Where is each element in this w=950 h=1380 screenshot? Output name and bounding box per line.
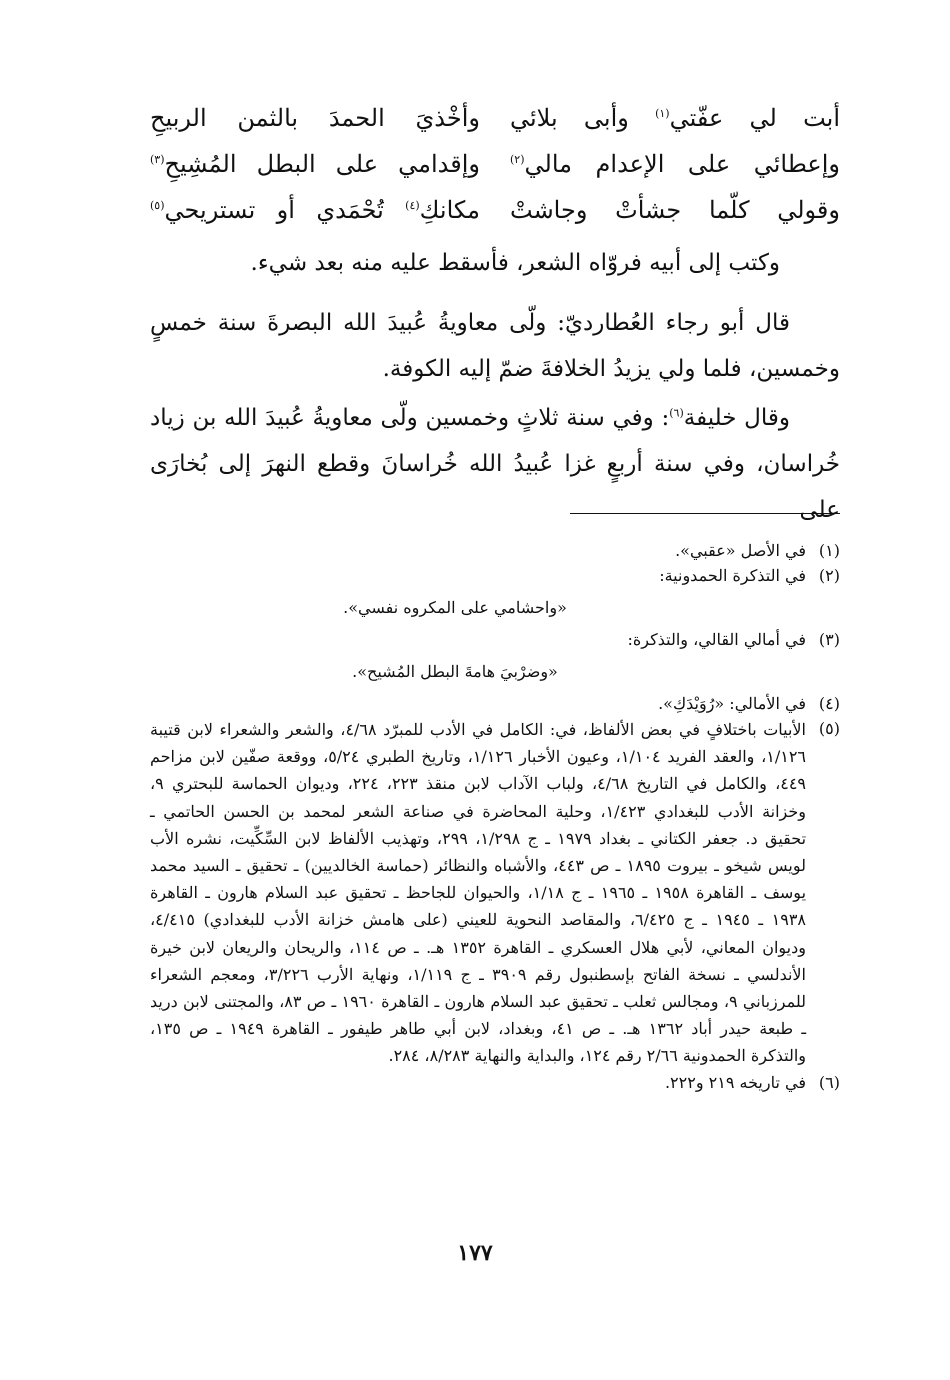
footnote-ref: (٥) [150,199,165,212]
verse-line [150,187,840,233]
footnote-number: (٤) [818,694,840,713]
footnote-number: (٥) [818,719,840,738]
footnote-quote: «واحشامي على المكروه نفسي». [343,598,567,617]
first-hemistich [510,100,840,136]
first-hemistich [510,146,840,182]
footnote-text: في تاريخه ٢١٩ و٢٢٢. [664,1072,806,1092]
footnote [150,1070,840,1095]
footnote-number: (٢) [818,566,840,585]
second-hemistich [150,146,480,182]
second-hemistich [150,192,480,228]
footnote [150,691,840,716]
verse-text: وأخْذيَ الحمدَ بالثمن الربيحِ [150,104,480,132]
footnote [150,716,840,1070]
footnote [150,538,840,563]
footnotes [150,538,840,1095]
footnote-text: في الأمالي: «رُوَيْدَكِ». [658,694,806,713]
paragraph: قال أبو رجاء العُطارديّ: ولّى معاويةُ عُبيدَ الله البصرةَ سنة خمسٍ وخمسين، فلما ولي يزيدُ الخلافةَ ضمّ إليه الكوفة. [150,310,840,382]
footnote-ref: (٦) [669,406,684,420]
paragraph-text: : وفي سنة ثلاثٍ وخمسين ولّى معاويةُ عُبيدَ الله بن زياد خُراسان، وفي سنة أربعٍ غزا عُبيدُ الله خُراسانَ وقطع النهرَ إلى بُخارَى على [150,405,840,523]
page-number: ١٧٧ [457,1240,493,1266]
verse-line [150,141,840,187]
footnote-ref: (٤) [405,199,420,212]
verse-text: وأبى بلائي [510,104,656,132]
footnote-separator [570,513,840,514]
footnote [150,627,840,652]
first-hemistich [510,192,840,228]
verse-line [150,95,840,141]
footnote-text: الأبيات باختلافٍ في بعض الألفاظ، في: الكامل في الأدب للمبرّد ٤/٦٨، والشعر والشعراء لابن قتيبة ١/١٢٦، والعقد الفريد ١/١٠٤، وعيون الأخبار ١/١٢٦، وتاريخ الطبري ٥/٢٤، ووقعة صفّين لابن مزاحم ٤٤٩، والكامل في التاريخ ٤/٦٨، ولباب الآداب لابن منقذ ٢٢٣، ٢٢٤، وديوان الحماسة للبحتري ٩، وخزانة الأدب للبغدادي ١/٤٢٣، وحلية المحاضرة في صناعة الشعر لمحمد بن الحسن الحاتمي ـ تحقيق د. جعفر الكتاني ـ بغداد ١٩٧٩ ـ ج ١/٢٩٨، ٢٩٩، وتهذيب الألفاظ لابن السِّكِّيت، نشره الأب لويس شيخو ـ بيروت ١٨٩٥ ـ ص ٤٤٣، والأشباه والنظائر (حماسة الخالديين) ـ تحقيق ـ السيد محمد يوسف ـ القاهرة ١٩٥٨ ـ ١٩٦٥ ـ ج ١/١٨، والحيوان للجاحظ ـ تحقيق عبد السلام هارون ـ القاهرة ١٩٣٨ ـ ١٩٤٥ ـ ج ٦/٤٢٥، والمقاصد النحوية للعيني (على هامش خزانة الأدب للبغدادي) ٤/٤١٥، وديوان المعاني، لأبي هلال العسكري ـ القاهرة ١٣٥٢ هـ. ـ ص ١١٤، والريحان والريعان لابن خيرة الأندلسي ـ نسخة الفاتح بإسطنبول رقم ٣٩٠٩ ـ ج ١/١١٩، ونهاية الأرب ٣/٢٢٦، ومعجم الشعراء للمرزباني ٩، ومجالس ثعلب ـ تحقيق عبد السلام هارون ـ القاهرة ١٩٦٠ ـ ص ٨٣، والمجتنى لابن دريد ـ طبعة حيدر أباد ١٣٦٢ هـ. ـ ص ٤١، وبغداد، لابن أبي طاهر طيفور ـ القاهرة ١٩٤٩ ـ ص ١٣٥، والتذكرة الحمدونية ٢/٦٦ رقم ١٢٤، والبداية والنهاية ٨/٢٨٣، ٢٨٤. [150,720,807,1066]
footnote-number: (٦) [818,1072,840,1092]
paragraph-text: وقال خليفة [683,405,790,431]
verse-text: وقولي كلّما جشأتْ وجاشتْ [510,196,840,224]
verse-text: أبت لي عفّتي [669,104,840,132]
verse-text: تُحْمَدي أو تستريحي [164,196,406,224]
footnote-ref: (١) [655,107,670,120]
footnote-text: في الأصل «عقبي». [675,541,806,560]
verse-text: مكانكِ [419,196,480,224]
paragraph: وكتب إلى أبيه فروّاه الشعر، فأسقط عليه منه بعد شيء. [250,250,780,276]
footnote-ref: (٢) [510,153,525,166]
poem [150,95,840,233]
footnote-text: في التذكرة الحمدونية: [659,566,806,585]
second-hemistich [150,100,480,136]
footnote-text: في أمالي القالي، والتذكرة: [627,630,806,649]
verse-text: وإعطائي على الإعدام مالي [524,150,840,178]
footnote-quote: «وضرْبيَ هامةَ البطل المُشيح». [352,662,558,681]
footnote-ref: (٣) [150,153,165,166]
footnote-number: (٣) [818,630,840,649]
footnote-number: (١) [818,541,840,560]
verse-text: وإقدامي على البطل المُشِيحِ [164,150,480,178]
footnote [150,563,840,588]
